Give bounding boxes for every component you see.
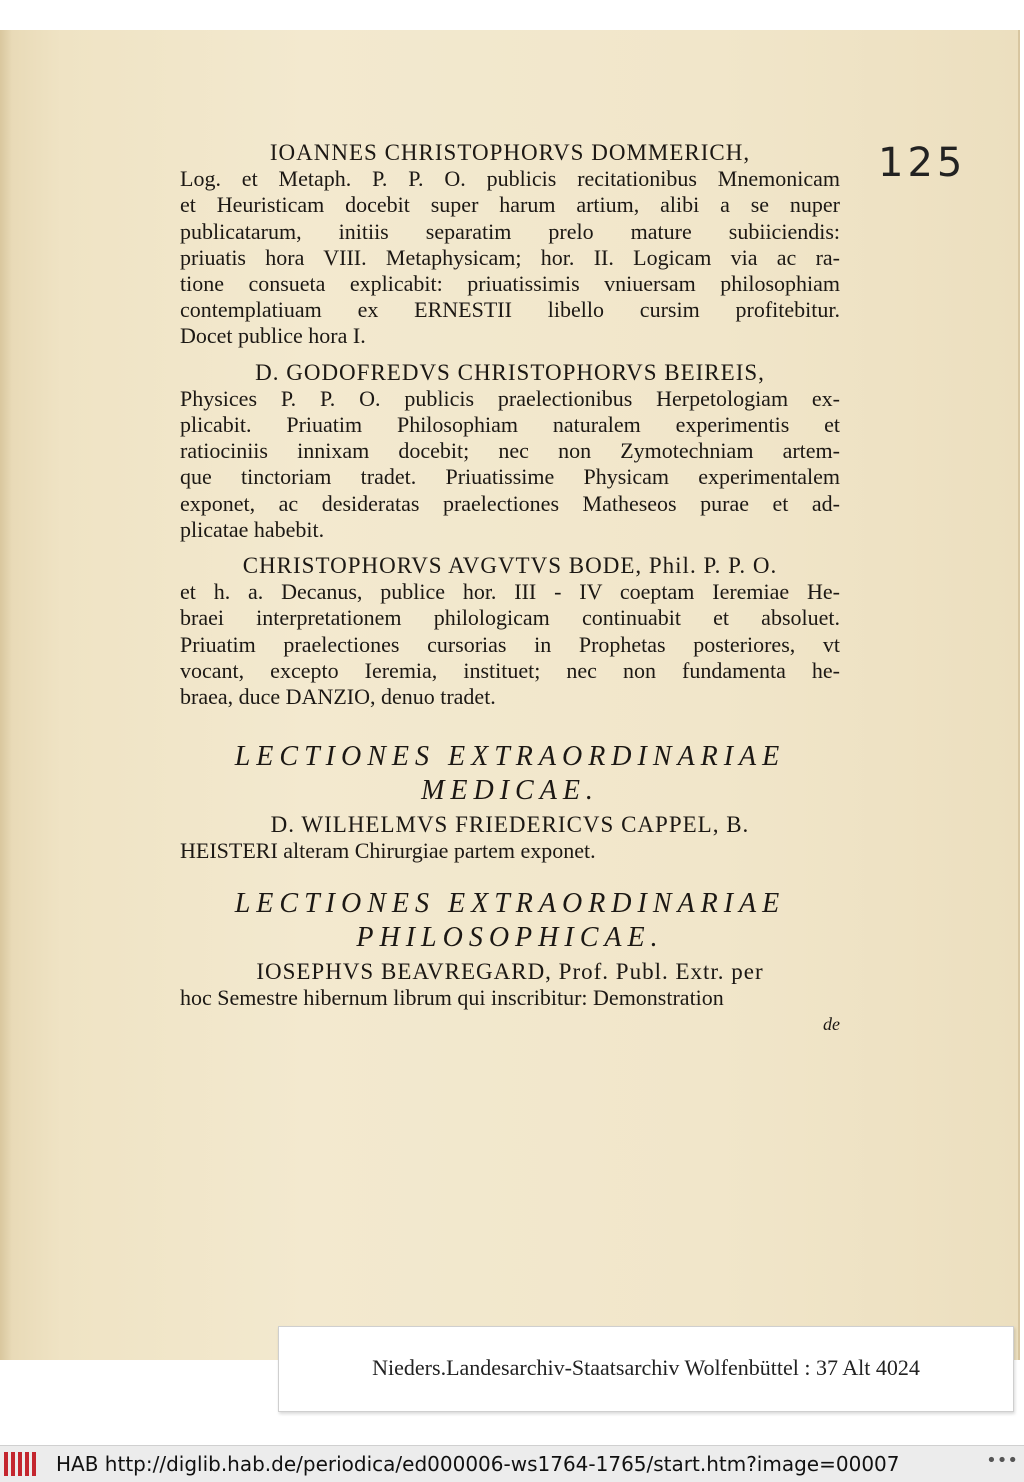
archive-label-text: Nieders.Landesarchiv-Staatsarchiv Wolfenbüttel : 37 Alt 4024 [372, 1355, 920, 1380]
entry-dommerich [180, 140, 840, 350]
text-line: et Heuristicam docebit super harum artium, alibi a se nuper [180, 192, 840, 218]
text-line: publicatarum, initiis separatim prelo mature subiiciendis: [180, 218, 840, 244]
page-number: 125 [878, 140, 967, 186]
text-line: braea, duce DANZIO, denuo tradet. [180, 684, 496, 710]
entry-name: D. GODOFREDVS CHRISTOPHORVS BEIREIS, [255, 359, 765, 385]
section-heading-medicae [180, 740, 840, 808]
page-text [180, 140, 840, 1047]
entry-beireis [180, 360, 840, 543]
text-line: et h. a. Decanus, publice hor. III - IV coeptam Ieremiae He- [180, 579, 840, 605]
heading-line: MEDICAE. [421, 775, 599, 807]
text-line: priuatis hora VIII. Metaphysicam; hor. II. Logicam via ac ra- [180, 244, 840, 270]
text-line: plicatae habebit. [180, 516, 325, 542]
more-icon[interactable]: ••• [986, 1450, 1018, 1471]
text-line: Physices P. P. O. publicis praelectionibus Herpetologiam ex- [180, 385, 840, 411]
catchword: de [823, 1014, 840, 1035]
text-line: Log. et Metaph. P. P. O. publicis recitationibus Mnemonicam [180, 166, 840, 192]
text-line: tione consueta explicabit: priuatissimis vniuersam philosophiam [180, 271, 840, 297]
text-line: exponet, ac desideratas praelectiones Matheseos purae et ad- [180, 490, 840, 516]
text-line: que tinctoriam tradet. Priuatissime Physicam experimentalem [180, 464, 840, 490]
text-line: vocant, excepto Ieremia, instituet; nec non fundamenta he- [180, 657, 840, 683]
text-line: plicabit. Priuatim Philosophiam naturalem experimentis et [180, 412, 840, 438]
entry-name: D. WILHELMVS FRIEDERICVS CAPPEL, B. [270, 812, 750, 838]
heading-line: LECTIONES EXTRAORDINARIAE [234, 887, 786, 919]
text-line: braei interpretationem philologicam continuabit et absoluet. [180, 605, 840, 631]
archive-label [278, 1326, 1014, 1412]
text-line: Docet publice hora I. [180, 323, 366, 349]
heading-line: PHILOSOPHICAE. [356, 921, 664, 953]
hab-logo-icon [4, 1452, 48, 1476]
text-line: Priuatim praelectiones cursorias in Prophetas posteriores, vt [180, 631, 840, 657]
entry-name: IOSEPHVS BEAVREGARD, Prof. Publ. Extr. per [256, 958, 764, 984]
viewer-footer [0, 1445, 1024, 1482]
text-line: ratiociniis innixam docebit; nec non Zymotechniam artem- [180, 438, 840, 464]
text-line: HEISTERI alteram Chirurgiae partem exponet. [180, 838, 596, 864]
text-line: contemplatiuam ex ERNESTII libello cursim profitebitur. [180, 297, 840, 323]
entry-name: IOANNES CHRISTOPHORVS DOMMERICH, [269, 140, 751, 165]
entry-bode [180, 553, 840, 710]
source-link[interactable]: HAB http://diglib.hab.de/periodica/ed000006-ws1764-1765/start.htm?image=00007 [56, 1452, 900, 1476]
heading-line: LECTIONES EXTRAORDINARIAE [234, 741, 786, 773]
entry-cappel [180, 812, 840, 864]
section-heading-philosophicae [180, 887, 840, 955]
entry-name: CHRISTOPHORVS AVGVTVS BODE, Phil. P. P. O. [242, 553, 778, 579]
text-line: hoc Semestre hibernum librum qui inscribitur: Demonstration [180, 984, 724, 1010]
entry-beauregard [180, 959, 840, 1038]
